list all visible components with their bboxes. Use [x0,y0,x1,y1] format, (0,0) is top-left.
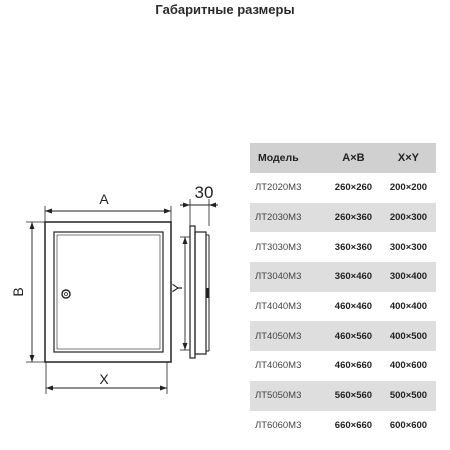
cell-ab: 360×460 [326,262,381,292]
dimension-label-depth: 30 [194,183,214,202]
cell-xy: 300×400 [381,262,436,292]
cell-xy: 600×600 [389,419,428,431]
lock-icon [62,290,70,298]
cell-ab: 560×560 [326,381,381,411]
table-header-row [250,143,436,173]
cell-ab: 460×560 [326,321,381,351]
cell-model: ЛТ4040М3 [255,301,302,313]
cell-model: ЛТ3030М3 [255,241,302,253]
cell-xy: 400×600 [389,360,428,372]
cell-ab: 260×360 [326,203,381,233]
column-header-xy: X×Y [381,143,436,173]
table-row [250,292,436,322]
cell-xy: 200×300 [381,203,436,233]
dimension-label-a: A [99,191,109,207]
cell-xy: 300×300 [389,241,428,253]
cell-model: ЛТ3040М3 [250,262,326,292]
hatch-door-panel [54,232,163,352]
cell-model: ЛТ4060М3 [255,360,302,372]
cell-model: ЛТ6060М3 [255,419,302,431]
cell-model: ЛТ5050М3 [250,381,326,411]
table-row [250,203,436,233]
table-row [250,321,436,351]
hatch-outer-frame [45,222,171,362]
cell-ab: 460×460 [334,301,373,313]
hatch-door-panel-inner [57,235,160,349]
table-row [250,232,436,262]
model-dimensions-table [250,143,436,440]
cell-model: ЛТ4050М3 [250,321,326,351]
column-header-model: Модель [250,143,326,173]
table-row [250,173,436,203]
table-row [250,262,436,292]
cell-ab: 260×260 [334,182,373,194]
cell-model: ЛТ2020М3 [255,182,302,194]
cell-ab: 660×660 [334,419,373,431]
table-row [250,381,436,411]
cell-xy: 200×200 [389,182,428,194]
cell-model: ЛТ2030М3 [250,203,326,233]
cell-xy: 400×500 [381,321,436,351]
cell-ab: 460×660 [334,360,373,372]
page-title: Габаритные размеры [155,2,295,17]
cell-ab: 360×360 [334,241,373,253]
column-header-ab: A×B [326,143,381,173]
cell-xy: 400×400 [389,301,428,313]
dimension-label-b: B [10,287,26,297]
table-row [250,351,436,381]
table-row [250,411,436,441]
dimension-label-y: Y [169,283,185,293]
hatch-side-profile [190,226,195,358]
dimension-label-x: X [99,371,109,387]
cell-xy: 500×500 [381,381,436,411]
